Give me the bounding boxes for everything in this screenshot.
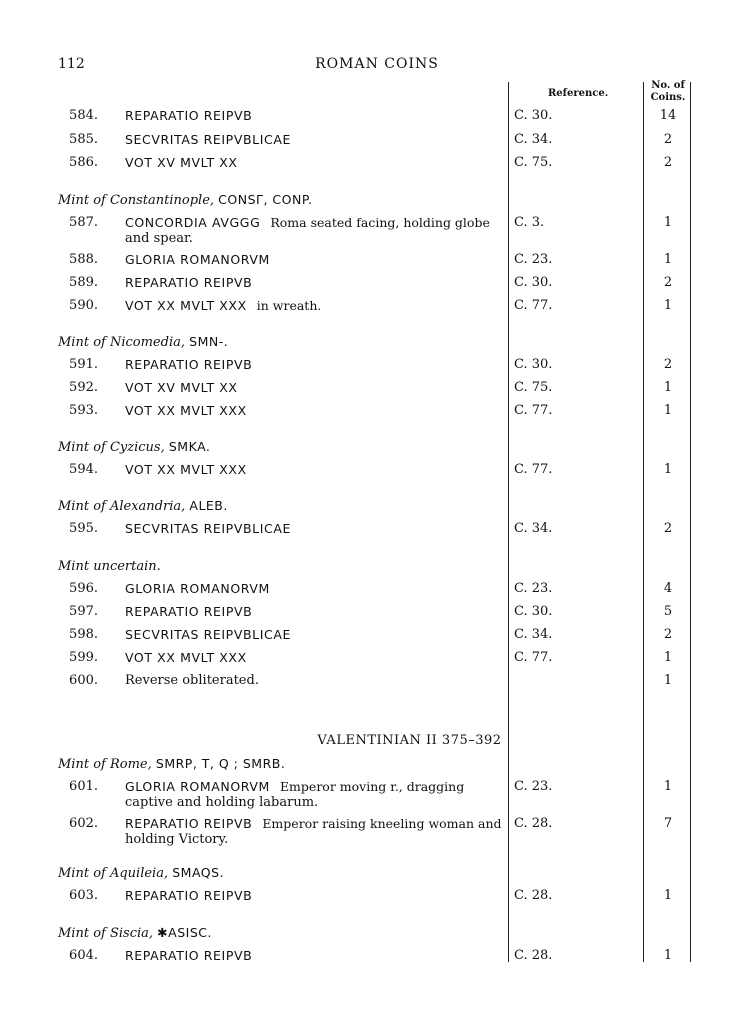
mint-name: Mint uncertain.: [58, 559, 161, 574]
coin-number: 591.: [69, 357, 98, 372]
coin-count: 14: [659, 108, 677, 123]
coin-count: 5: [663, 604, 673, 619]
coin-description: Emperor moving r., dragging: [279, 779, 465, 794]
mint-marks: SMRP, T, Q ; SMRB.: [155, 756, 286, 771]
coin-count: 4: [663, 581, 673, 596]
coin-count: 2: [663, 155, 673, 170]
coins-header-line2: Coins.: [650, 92, 686, 103]
coin-count: 1: [663, 403, 673, 418]
coin-number: 601.: [69, 779, 98, 794]
mint-heading: [58, 439, 210, 455]
coin-count: 2: [663, 521, 673, 536]
coin-reference: C. 75.: [514, 155, 553, 170]
mint-heading: [58, 865, 224, 881]
coin-number: 589.: [69, 275, 98, 290]
mint-marks: SMAQS.: [172, 865, 225, 880]
coin-legend: VOT XV MVLT XX: [125, 380, 238, 395]
section-title: VALENTINIAN II 375–392: [317, 733, 502, 748]
coin-reference: C. 75.: [514, 380, 553, 395]
coin-legend: SECVRITAS REIPVBLICAE: [125, 521, 291, 536]
coin-number: 590.: [69, 298, 98, 313]
mint-name: Mint of Constantinople,: [58, 193, 215, 208]
mint-marks: ALEB.: [189, 498, 228, 513]
coin-reference: C. 23.: [514, 581, 553, 596]
coin-legend: [125, 215, 503, 230]
coin-legend: REPARATIO REIPVB: [125, 108, 253, 123]
coin-legend: REPARATIO REIPVB: [125, 275, 253, 290]
coin-count: 2: [663, 132, 673, 147]
mint-name: Mint of Cyzicus,: [58, 440, 165, 455]
coin-number: 596.: [69, 581, 98, 596]
coin-reference: C. 3.: [514, 215, 545, 230]
coin-legend: SECVRITAS REIPVBLICAE: [125, 132, 291, 147]
coin-description-cont: captive and holding labarum.: [125, 795, 319, 810]
coin-count: 2: [663, 357, 673, 372]
coin-reference: C. 30.: [514, 108, 553, 123]
coin-legend: GLORIA ROMANORVM: [125, 252, 270, 267]
mint-name: Mint of Aquileia,: [58, 866, 169, 881]
coin-legend: SECVRITAS REIPVBLICAE: [125, 627, 291, 642]
mint-name: Mint of Nicomedia,: [58, 335, 185, 350]
coin-count: 1: [663, 948, 673, 963]
coin-count: 1: [663, 252, 673, 267]
column-rule-mid: [643, 82, 644, 962]
coin-count: 1: [663, 779, 673, 794]
column-rule-left: [508, 82, 509, 962]
coin-reference: C. 77.: [514, 650, 553, 665]
mint-heading: [58, 192, 312, 208]
coin-reference: C. 34.: [514, 132, 553, 147]
mint-heading: [58, 756, 285, 772]
coin-legend: [125, 779, 503, 794]
legend-text: CONCORDIA AVGGG: [125, 215, 261, 230]
coin-reference: C. 23.: [514, 252, 553, 267]
coin-legend: [125, 816, 503, 831]
page-number: 112: [58, 56, 85, 72]
coin-description-cont: holding Victory.: [125, 832, 229, 847]
coin-description-cont: and spear.: [125, 231, 193, 246]
coin-reference: C. 77.: [514, 403, 553, 418]
coin-number: 588.: [69, 252, 98, 267]
coin-legend: GLORIA ROMANORVM: [125, 581, 270, 596]
coin-description: in wreath.: [256, 298, 322, 313]
coin-reference: C. 23.: [514, 779, 553, 794]
coin-number: 600.: [69, 673, 98, 688]
coin-count: 1: [663, 215, 673, 230]
coin-number: 598.: [69, 627, 98, 642]
coin-number: 603.: [69, 888, 98, 903]
mint-marks: SMN-.: [189, 334, 229, 349]
coin-reference: C. 28.: [514, 888, 553, 903]
coin-reference: C. 77.: [514, 462, 553, 477]
coin-number: 586.: [69, 155, 98, 170]
mint-heading: [58, 558, 161, 574]
reference-column-header: Reference.: [548, 88, 609, 99]
coin-count: 7: [663, 816, 673, 831]
coin-reference: C. 28.: [514, 816, 553, 831]
coin-number: 587.: [69, 215, 98, 230]
coin-count: 1: [663, 888, 673, 903]
mint-marks: SMKA.: [168, 439, 211, 454]
mint-heading: [58, 498, 228, 514]
coin-legend: VOT XX MVLT XXX: [125, 650, 247, 665]
column-rule-right: [690, 82, 691, 962]
coin-count: 1: [663, 650, 673, 665]
coins-header-line1: No. of: [651, 80, 685, 91]
coin-number: 604.: [69, 948, 98, 963]
coin-number: 599.: [69, 650, 98, 665]
coin-legend: REPARATIO REIPVB: [125, 604, 253, 619]
coin-legend: REPARATIO REIPVB: [125, 357, 253, 372]
legend-text: REPARATIO REIPVB: [125, 816, 253, 831]
mint-marks: CONSΓ, CONP.: [218, 192, 313, 207]
legend-text: GLORIA ROMANORVM: [125, 779, 270, 794]
running-title: ROMAN COINS: [315, 56, 439, 72]
coin-count: 1: [663, 298, 673, 313]
coin-number: 593.: [69, 403, 98, 418]
coin-legend: VOT XX MVLT XXX: [125, 403, 247, 418]
coin-count: 2: [663, 627, 673, 642]
coin-number: 595.: [69, 521, 98, 536]
coin-reference: C. 30.: [514, 275, 553, 290]
mint-heading: [58, 925, 212, 941]
coins-column-header: [648, 80, 688, 104]
coin-count: 1: [663, 380, 673, 395]
coin-count: 2: [663, 275, 673, 290]
coin-legend: Reverse obliterated.: [125, 673, 259, 688]
coin-number: 594.: [69, 462, 98, 477]
coin-reference: C. 30.: [514, 357, 553, 372]
coin-number: 602.: [69, 816, 98, 831]
mint-marks: ✱ASISC.: [157, 925, 212, 940]
mint-name: Mint of Siscia,: [58, 926, 154, 941]
coin-legend: [125, 298, 503, 313]
coin-description: Roma seated facing, holding globe: [270, 215, 490, 230]
coin-reference: C. 77.: [514, 298, 553, 313]
coin-reference: C. 28.: [514, 948, 553, 963]
coin-reference: C. 34.: [514, 521, 553, 536]
coin-reference: C. 30.: [514, 604, 553, 619]
legend-text: VOT XX MVLT XXX: [125, 298, 247, 313]
coin-count: 1: [663, 462, 673, 477]
coin-description: Emperor raising kneeling woman and: [262, 816, 502, 831]
coin-legend: REPARATIO REIPVB: [125, 888, 253, 903]
coin-number: 592.: [69, 380, 98, 395]
coin-number: 597.: [69, 604, 98, 619]
coin-legend: REPARATIO REIPVB: [125, 948, 253, 963]
coin-legend: VOT XV MVLT XX: [125, 155, 238, 170]
mint-name: Mint of Alexandria,: [58, 499, 186, 514]
coin-legend: VOT XX MVLT XXX: [125, 462, 247, 477]
coin-count: 1: [663, 673, 673, 688]
coin-number: 584.: [69, 108, 98, 123]
coin-reference: C. 34.: [514, 627, 553, 642]
mint-name: Mint of Rome,: [58, 757, 152, 772]
coin-number: 585.: [69, 132, 98, 147]
mint-heading: [58, 334, 228, 350]
